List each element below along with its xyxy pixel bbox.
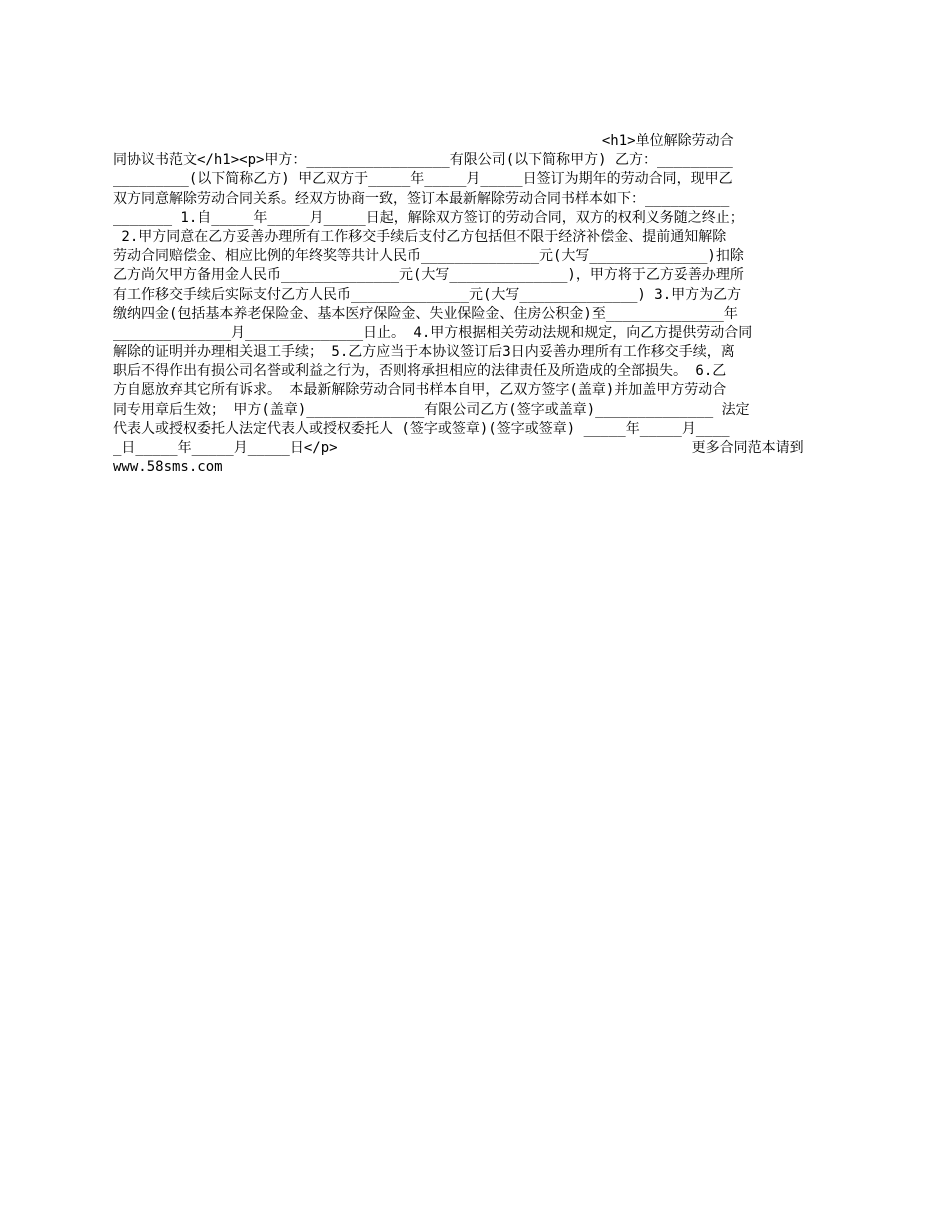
text-line: 乙方尚欠甲方备用金人民币______________元(大写______________)，甲方将于乙方妥善办理所	[113, 267, 744, 284]
text-line: 双方同意解除劳动合同关系。经双方协商一致，签订本最新解除劳动合同书样本如下：__________	[113, 190, 730, 207]
text-line: _________(以下简称乙方) 甲乙双方于_____年_____月_____日签订为期年的劳动合同，现甲乙	[113, 171, 733, 188]
document-body-text	[113, 132, 841, 477]
text-line: ______________月______________日止。 4.甲方根据相关劳动法规和规定，向乙方提供劳动合同	[113, 324, 753, 341]
text-line: 劳动合同赔偿金、相应比例的年终奖等共计人民币______________元(大写______________)扣除	[113, 248, 744, 265]
text-line: _______ 1.自_____年_____月_____日起，解除双方签订的劳动合同，双方的权利义务随之终止；	[113, 209, 744, 226]
text-line: 2.甲方同意在乙方妥善办理所有工作移交手续后支付乙方包括但不限于经济补偿金、提前通知解除	[113, 228, 727, 245]
text-line: 职后不得作出有损公司名誉或利益之行为，否则将承担相应的法律责任及所造成的全部损失。 6.乙	[113, 363, 727, 380]
text-line: 有工作移交手续后实际支付乙方人民币______________元(大写______________) 3.甲方为乙方	[113, 286, 742, 303]
text-line: 同专用章后生效； 甲方(盖章)______________有限公司乙方(签字或盖章)______________ 法定	[113, 401, 750, 418]
text-line: _日_____年_____月_____日</p> 更多合同范本请到	[113, 440, 804, 456]
text-line: <h1>单位解除劳动合	[113, 133, 734, 149]
text-line: 解除的证明并办理相关退工手续； 5.乙方应当于本协议签订后3日内妥善办理所有工作移交手续，离	[113, 344, 735, 361]
website-link-text[interactable]: www.58sms.com	[113, 459, 223, 476]
text-line: 缴纳四金(包括基本养老保险金、基本医疗保险金、失业保险金、住房公积金)至______________年	[113, 305, 738, 322]
text-line: 代表人或授权委托人法定代表人或授权委托人 (签字或签章)(签字或签章) _____年_____月____	[113, 420, 730, 437]
text-line: 方自愿放弃其它所有诉求。 本最新解除劳动合同书样本自甲，乙双方签字(盖章)并加盖甲方劳动合	[113, 382, 727, 399]
text-line: 同协议书范文</h1><p>甲方：_________________有限公司(以下简称甲方) 乙方：_________	[113, 152, 733, 169]
